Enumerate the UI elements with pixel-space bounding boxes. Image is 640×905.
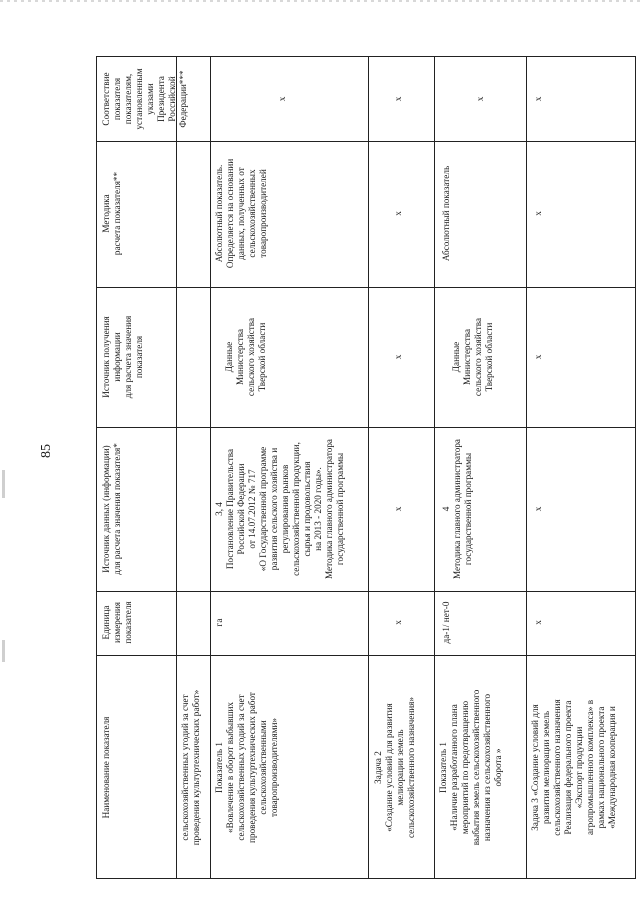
row2-source-info: х	[393, 354, 403, 360]
row1-method: Абсолютный показатель. Определяется на основании данных, полученных от сельскохозяйственных товаропроизводителей	[214, 158, 268, 269]
row2-unit: х	[393, 620, 403, 625]
row2-method: х	[393, 211, 403, 216]
row1-name: Показатель 1 «Вовлечение в оборот выбывших сельскохозяйственных угодий за счет проведения культуртехнических работ сельскохозяйственными товаропроизводителями»	[214, 692, 279, 843]
row3-source-data: 4 Методика главного администратора государственной программы	[441, 439, 473, 579]
page-number: 85	[39, 444, 54, 458]
row4-compliance: х	[533, 96, 543, 102]
header-unit: Единица измерения показателя	[101, 601, 133, 644]
header-method: Методика расчета показателя**	[101, 171, 122, 256]
row4-source-info: х	[533, 354, 543, 360]
header-source-data: Источник данных (информации) для расчета значения показателя*	[101, 443, 122, 575]
row1-unit: га	[214, 618, 224, 627]
row1-compliance: х	[277, 96, 287, 102]
header-name: Наименование показателя	[101, 716, 111, 819]
row4-name: Задача 3 «Создание условий для развития мелиорации земель сельскохозяйственного назначения Реализация федерального проекта «Экспорт продукции агропромышленного комплекса» в рамках национального проекта «Международная кооперация и	[530, 699, 617, 836]
row-border	[210, 57, 211, 878]
row4-source-data: х	[533, 506, 543, 512]
row2-name: Задача 2 «Создание условий для развития мелиорации земель сельскохозяйственного назначения»	[373, 697, 416, 839]
row3-source-info: Данные Министерства сельского хозяйства Тверской области	[451, 317, 494, 397]
row-border	[434, 57, 435, 878]
header-row-border	[176, 57, 177, 878]
column-border	[97, 141, 635, 142]
row3-name: Показатель 1 «Наличие разработанного плана мероприятий по предотвращению выбытия земель сельскохозяйственного назначения из сельскохозяйственного оборота »	[438, 689, 503, 846]
row4-method: х	[533, 211, 543, 216]
indicators-table	[96, 56, 636, 879]
row4-unit: х	[533, 620, 543, 625]
scan-artifact-mark	[2, 470, 5, 498]
row-border	[526, 57, 527, 878]
row3-method: Абсолютный показатель	[441, 165, 451, 262]
row2-source-data: х	[393, 506, 403, 512]
row0-name: сельскохозяйственных угодий за счет проведения культуртехнических работ»	[180, 689, 201, 846]
row1-source-info: Данные Министерства сельского хозяйства Тверской области	[224, 317, 267, 397]
row3-unit: да-1/ нет-0	[441, 601, 451, 644]
column-border	[97, 427, 635, 428]
row-border	[368, 57, 369, 878]
row3-compliance: х	[475, 96, 485, 102]
scan-artifact-line	[0, 0, 640, 2]
header-source-info: Источник получения информации для расчета значения показателя	[101, 315, 144, 399]
header-compliance: Соответствие показателя показателям, установленным указами Президента Российской Федерации***	[101, 68, 188, 130]
column-border	[97, 591, 635, 592]
row2-compliance: х	[393, 96, 403, 102]
row1-source-data: 3, 4 Постановление Правительства Российской Федерации от 14.07.2012 № 717 «О Государственной программе развития сельского хозяйства и регулирования рынков сельскохозяйственной продукции, сырья и продовольствия на 2013 - 2020 годы». Методика главного администратора государственной программы	[214, 439, 345, 579]
scan-artifact-mark	[2, 640, 5, 662]
